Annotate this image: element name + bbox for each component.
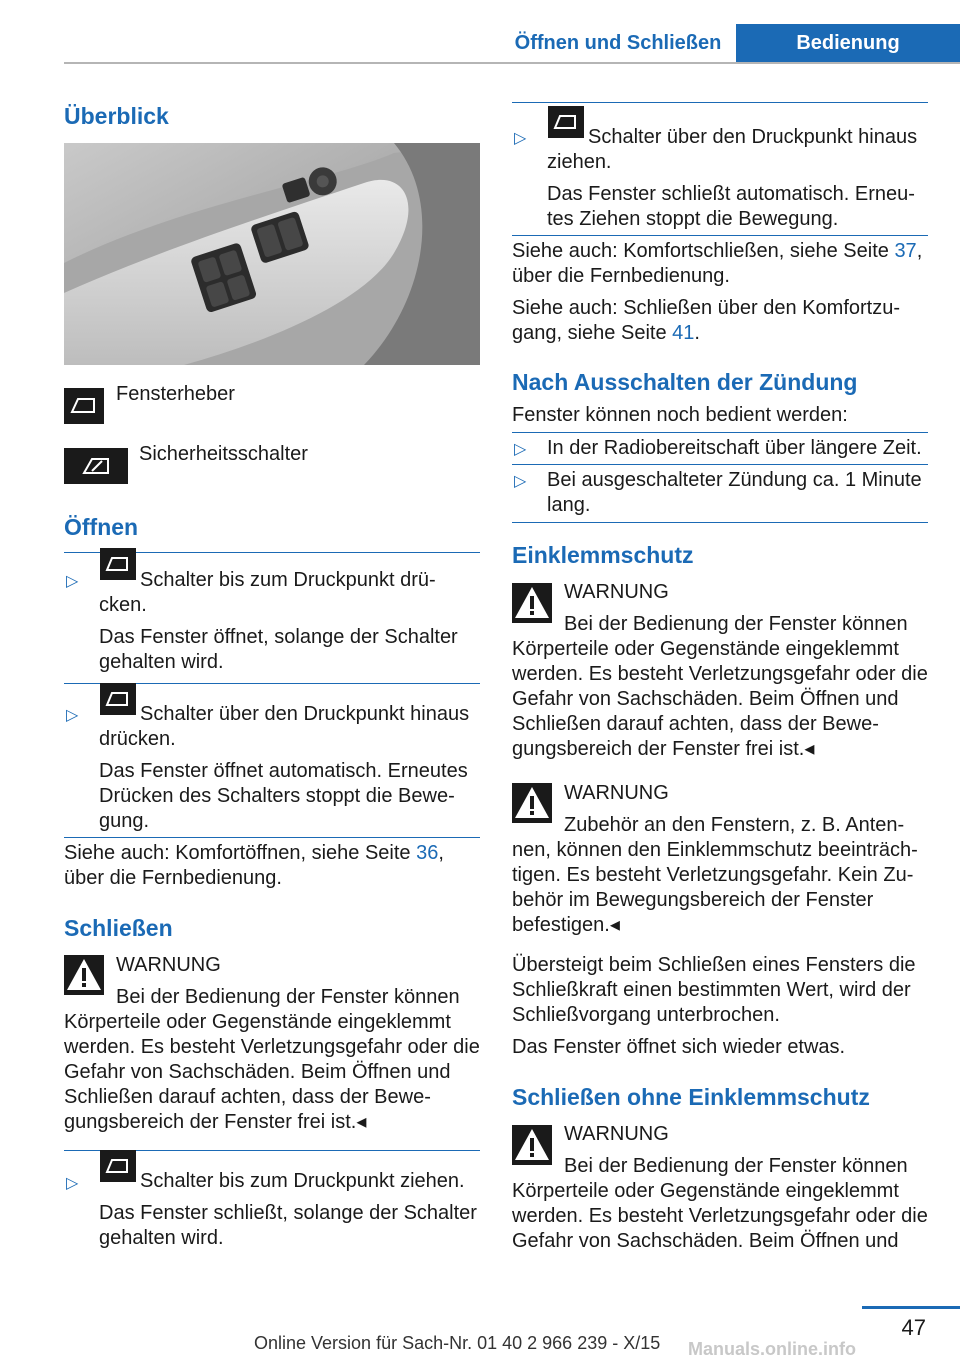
warning-text: Gefahr von Sachschäden. Beim Öffnen und (512, 688, 899, 710)
warning-text: Schließen darauf achten, dass der Bewe- (512, 713, 879, 735)
page-number: 47 (901, 1315, 926, 1340)
section-title-einklemmschutz: Einklemmschutz (512, 542, 694, 568)
warning-label: WARNUNG (564, 581, 669, 603)
warning-text: gungsbereich der Fenster frei ist.◂ (512, 738, 815, 760)
warning-icon (512, 583, 552, 623)
list-rule (512, 522, 928, 523)
list-item-text: lang. (547, 494, 591, 516)
warning-label: WARNUNG (564, 782, 669, 804)
footer-rule (862, 1306, 960, 1309)
warning-text: Gefahr von Sachschäden. Beim Öffnen und (512, 1230, 899, 1252)
list-bullet: ▷ (66, 707, 79, 724)
window-switch-icon (100, 1150, 136, 1182)
warning-text: Körperteile oder Gegenstände eingeklemmt (512, 638, 899, 660)
section-title-oeffnen: Öffnen (64, 514, 139, 540)
see-also-komfortschliessen: Siehe auch: Komfortschließen, siehe Seite 37, (512, 240, 923, 262)
section-title-ueberblick: Überblick (64, 103, 169, 129)
warning-text: befestigen.◂ (512, 914, 620, 936)
header-rule (64, 62, 960, 64)
list-item-text: Schalter über den Druckpunkt hinaus (588, 126, 918, 148)
list-rule (512, 464, 928, 465)
list-item-desc: tes Ziehen stoppt die Bewegung. (547, 208, 839, 230)
warning-label: WARNUNG (564, 1123, 669, 1145)
section-title-nach-ausschalten: Nach Ausschalten der Zündung (512, 369, 858, 395)
see-also-komfortzugang: Siehe auch: Schließen über den Komfortzu- (512, 297, 900, 319)
warning-text: nen, können den Einklemmschutz beeinträch- (512, 839, 918, 861)
see-also-text: gang, siehe Seite 41. (512, 322, 700, 344)
legend-label-sicherheitsschalter: Sicherheitsschalter (139, 443, 308, 465)
list-item-text: drücken. (99, 728, 176, 750)
see-also-text: über die Fernbedienung. (512, 265, 730, 287)
warning-text: tigen. Es besteht Verletzungsgefahr. Kein Zu- (512, 864, 914, 886)
list-item-desc: Drücken des Schalters stoppt die Bewe- (99, 785, 455, 807)
window-switch-icon (100, 548, 136, 580)
page-link-41[interactable]: 41 (672, 322, 695, 344)
warning-text: gungsbereich der Fenster frei ist.◂ (64, 1111, 367, 1133)
warning-text: Zubehör an den Fenstern, z. B. Anten- (564, 814, 905, 836)
list-item-desc: Das Fenster schließt, solange der Schalter (99, 1202, 477, 1224)
list-item-desc: Das Fenster öffnet, solange der Schalter (99, 626, 458, 648)
list-item-text: ziehen. (547, 151, 612, 173)
list-item-text: cken. (99, 594, 147, 616)
body-text: Das Fenster öffnet sich wieder etwas. (512, 1036, 846, 1058)
list-item-desc: Das Fenster öffnet automatisch. Erneutes (99, 760, 468, 782)
list-item-desc: gung. (99, 810, 150, 832)
header-section-tab: Öffnen und Schließen (514, 32, 722, 54)
legend-label-fensterheber: Fensterheber (116, 383, 235, 405)
header-chapter-tab: Bedienung (736, 24, 960, 62)
watermark: Manuals.online.info (688, 1339, 857, 1359)
see-also-komfortoeffnen: Siehe auch: Komfortöffnen, siehe Seite 36, (64, 842, 444, 864)
page-link-36[interactable]: 36 (416, 842, 439, 864)
intro-text: Fenster können noch bedient werden: (512, 404, 848, 426)
see-also-text: über die Fernbedienung. (64, 867, 282, 889)
list-item-text: Schalter bis zum Druckpunkt drü- (140, 569, 436, 591)
list-rule (512, 235, 928, 236)
list-bullet: ▷ (66, 1175, 79, 1192)
window-switch-icon (548, 106, 584, 138)
list-item-desc: Das Fenster schließt automatisch. Erneu- (547, 183, 915, 205)
warning-text: Bei der Bedienung der Fenster können (116, 986, 460, 1008)
warning-icon (64, 955, 104, 995)
list-rule (512, 102, 928, 103)
list-item-desc: gehalten wird. (99, 1227, 224, 1249)
list-item-text: In der Radiobereitschaft über längere Zeit. (547, 437, 922, 459)
warning-text: werden. Es besteht Verletzungsgefahr oder die (64, 1036, 480, 1058)
warning-text: Körperteile oder Gegenstände eingeklemmt (64, 1011, 451, 1033)
list-bullet: ▷ (514, 130, 527, 147)
section-title-ohne-einklemmschutz: Schließen ohne Einklemmschutz (512, 1084, 870, 1110)
window-switch-icon (64, 388, 104, 424)
body-text: Schließkraft einen bestimmten Wert, wird der (512, 979, 911, 1001)
warning-text: Körperteile oder Gegenstände eingeklemmt (512, 1180, 899, 1202)
warning-icon (512, 783, 552, 823)
warning-text: Schließen darauf achten, dass der Bewe- (64, 1086, 431, 1108)
warning-text: Bei der Bedienung der Fenster können (564, 613, 908, 635)
list-bullet: ▷ (514, 441, 527, 458)
window-switch-icon (100, 683, 136, 715)
footer-online-version: Online Version für Sach-Nr. 01 40 2 966 239 - X/15 (254, 1333, 661, 1353)
warning-text: werden. Es besteht Verletzungsgefahr oder die (512, 663, 928, 685)
list-bullet: ▷ (66, 573, 79, 590)
list-rule (64, 837, 480, 838)
warning-icon (512, 1125, 552, 1165)
warning-text: Gefahr von Sachschäden. Beim Öffnen und (64, 1061, 451, 1083)
page-link-37[interactable]: 37 (894, 240, 917, 262)
body-text: Übersteigt beim Schließen eines Fensters die (512, 954, 916, 976)
list-item-text: Schalter bis zum Druckpunkt ziehen. (140, 1170, 465, 1192)
list-item-desc: gehalten wird. (99, 651, 224, 673)
door-switch-photo (64, 143, 480, 365)
warning-text: werden. Es besteht Verletzungsgefahr oder die (512, 1205, 928, 1227)
list-bullet: ▷ (514, 473, 527, 490)
warning-text: Bei der Bedienung der Fenster können (564, 1155, 908, 1177)
warning-label: WARNUNG (116, 954, 221, 976)
warning-text: behör im Bewegungsbereich der Fenster (512, 889, 874, 911)
list-rule (512, 432, 928, 433)
list-item-text: Bei ausgeschalteter Zündung ca. 1 Minute (547, 469, 922, 491)
safety-switch-icon (64, 448, 128, 484)
list-item-text: Schalter über den Druckpunkt hinaus (140, 703, 470, 725)
section-title-schliessen: Schließen (64, 915, 173, 941)
body-text: Schließvorgang unterbrochen. (512, 1004, 780, 1026)
